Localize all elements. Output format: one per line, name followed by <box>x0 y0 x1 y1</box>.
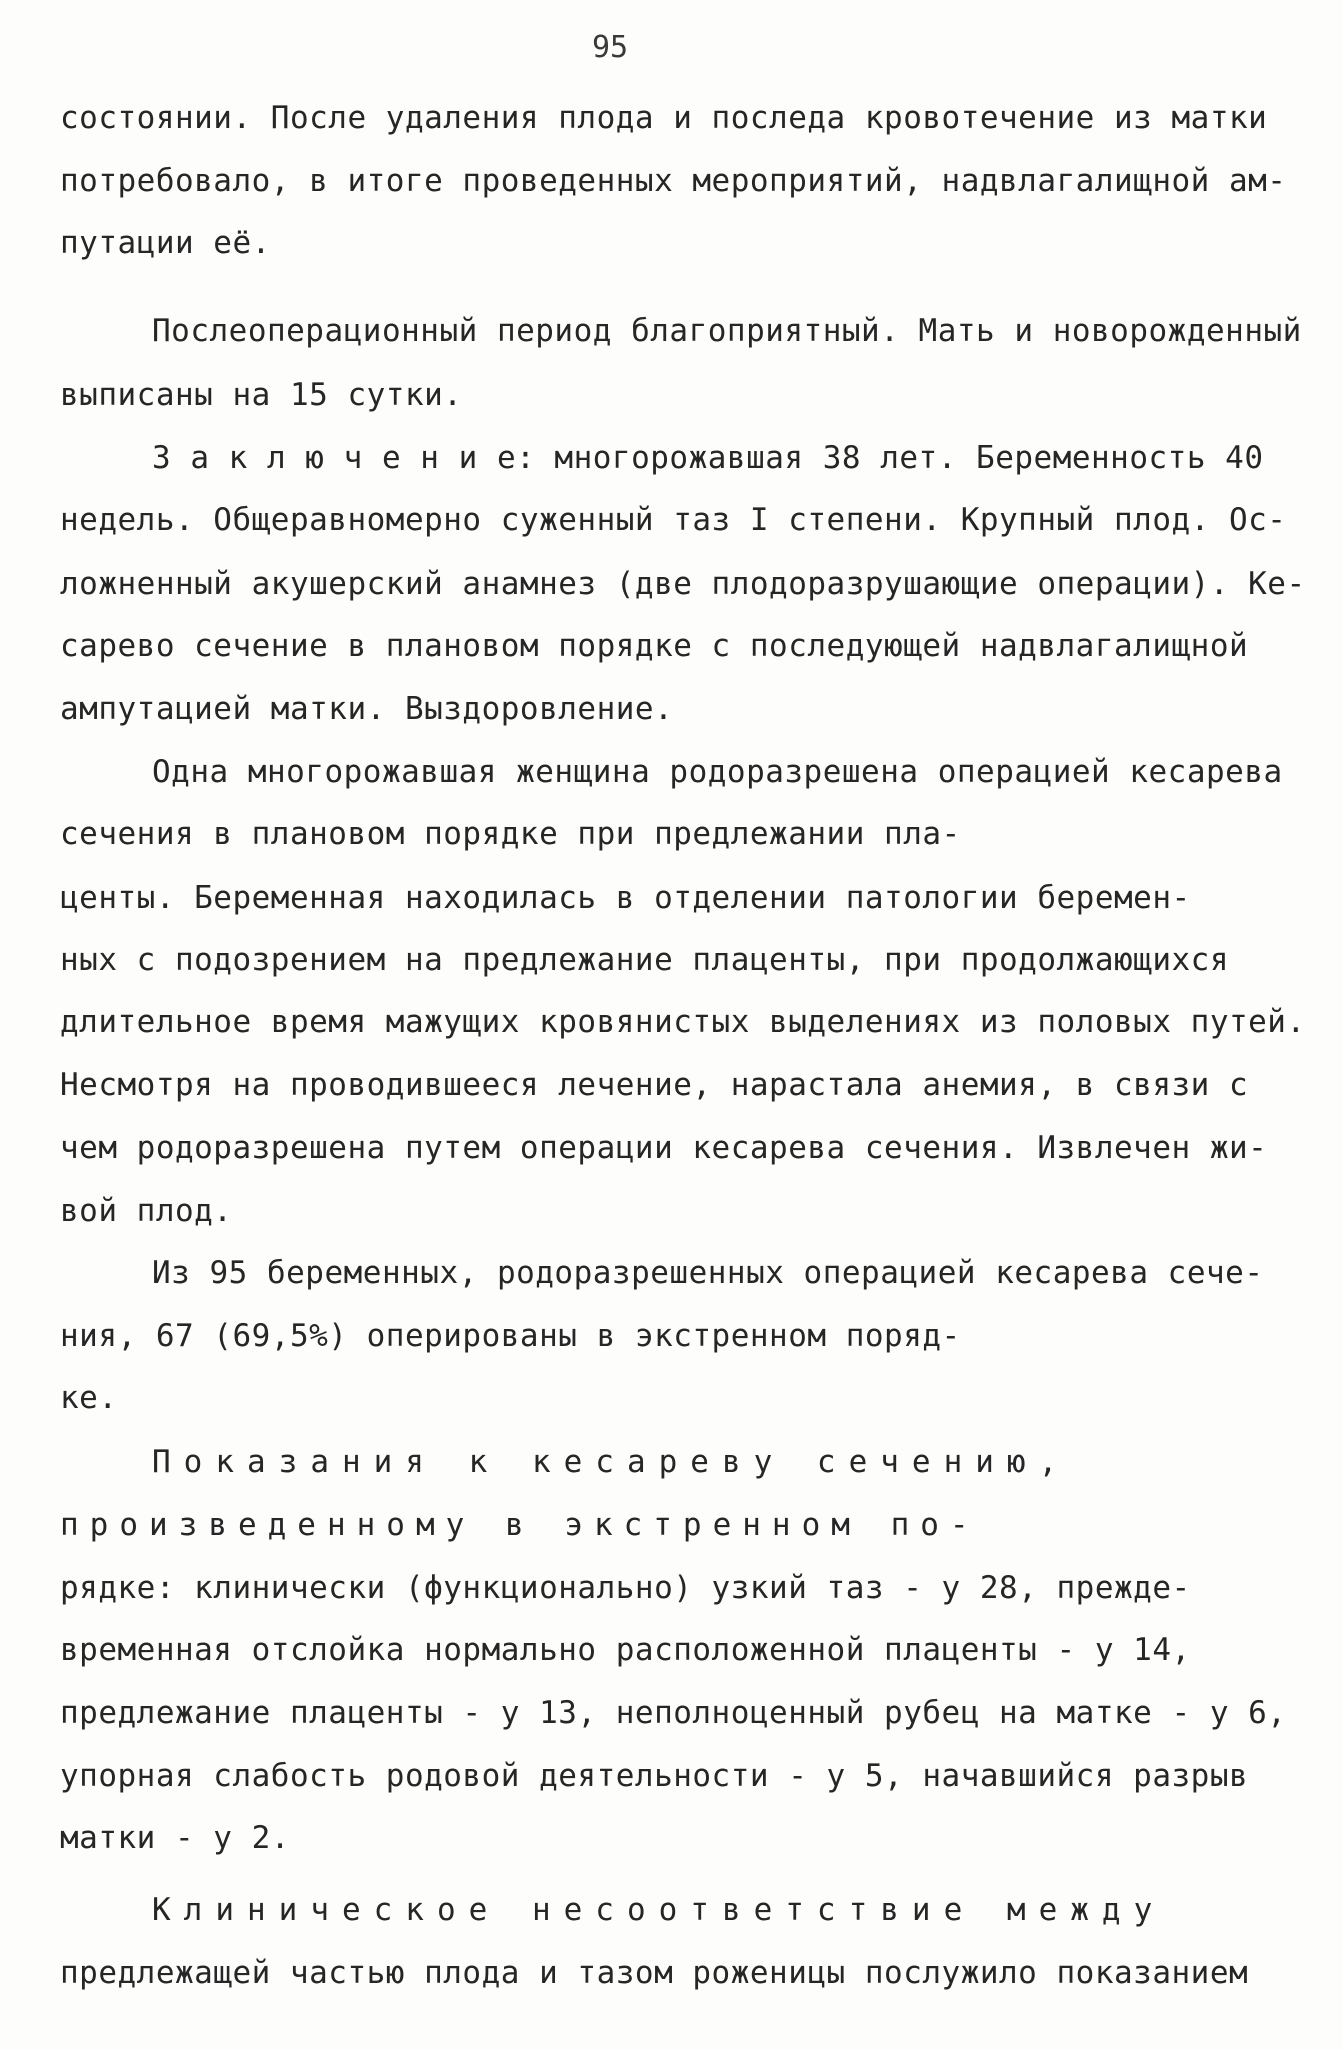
text-line: путации её. <box>60 225 271 261</box>
text-line: ложненный акушерский анамнез (две плодоразрушающие операции). Ке- <box>60 566 1306 602</box>
spaced-heading-line: произведенному в экстренном по- <box>60 1507 980 1543</box>
text-line: вой плод. <box>60 1193 233 1229</box>
text-line: сечения в плановом порядке при предлежании пла- <box>60 816 961 852</box>
text-line: ных с подозрением на предлежание плаценты, при продолжающихся <box>60 942 1229 978</box>
text-line: выписаны на 15 сутки. <box>60 377 463 413</box>
text-line: предлежащей частью плода и тазом роженицы послужило показанием <box>60 1955 1249 1991</box>
text-line: Одна многорожавшая женщина родоразрешена операцией кесарева <box>152 754 1283 790</box>
text-line: З а к л ю ч е н и е: многорожавшая 38 лет. Беременность 40 <box>152 440 1264 476</box>
text-line: временная отслойка нормально расположенной плаценты - у 14, <box>60 1632 1191 1668</box>
text-line: матки - у 2. <box>60 1820 290 1856</box>
text-line: чем родоразрешена путем операции кесарева сечения. Извлечен жи- <box>60 1130 1268 1166</box>
text-line: Несмотря на проводившееся лечение, нарастала анемия, в связи с <box>60 1067 1249 1103</box>
text-line: длительное время мажущих кровянистых выделениях из половых путей. <box>60 1004 1306 1040</box>
page-number: 95 <box>591 30 629 65</box>
text-line: недель. Общеравномерно суженный таз I степени. Крупный плод. Ос- <box>60 502 1287 538</box>
text-line: упорная слабость родовой деятельности - у 5, начавшийся разрыв <box>60 1758 1249 1794</box>
text-line: рядке: клинически (функционально) узкий таз - у 28, прежде- <box>60 1570 1191 1606</box>
text-line: потребовало, в итоге проведенных мероприятий, надвлагалищной ам- <box>60 163 1287 199</box>
text-line: ния, 67 (69,5%) оперированы в экстренном поряд- <box>60 1318 961 1354</box>
text-line: центы. Беременная находилась в отделении патологии беремен- <box>60 880 1191 916</box>
text-line: ке. <box>60 1380 118 1416</box>
text-line: предлежание плаценты - у 13, неполноценный рубец на матке - у 6, <box>60 1695 1287 1731</box>
spaced-heading-line: Клиническое несоответствие между <box>152 1892 1166 1928</box>
text-line: ампутацией матки. Выздоровление. <box>60 691 674 727</box>
text-line: Послеоперационный период благоприятный. Мать и новорожденный <box>152 313 1302 349</box>
text-line: состоянии. После удаления плода и последа кровотечение из матки <box>60 100 1268 136</box>
spaced-heading-line: Показания к кесареву сечению, <box>152 1444 1071 1480</box>
text-line: сарево сечение в плановом порядке с последующей надвлагалищной <box>60 628 1249 664</box>
text-line: Из 95 беременных, родоразрешенных операцией кесарева сече- <box>152 1255 1264 1291</box>
